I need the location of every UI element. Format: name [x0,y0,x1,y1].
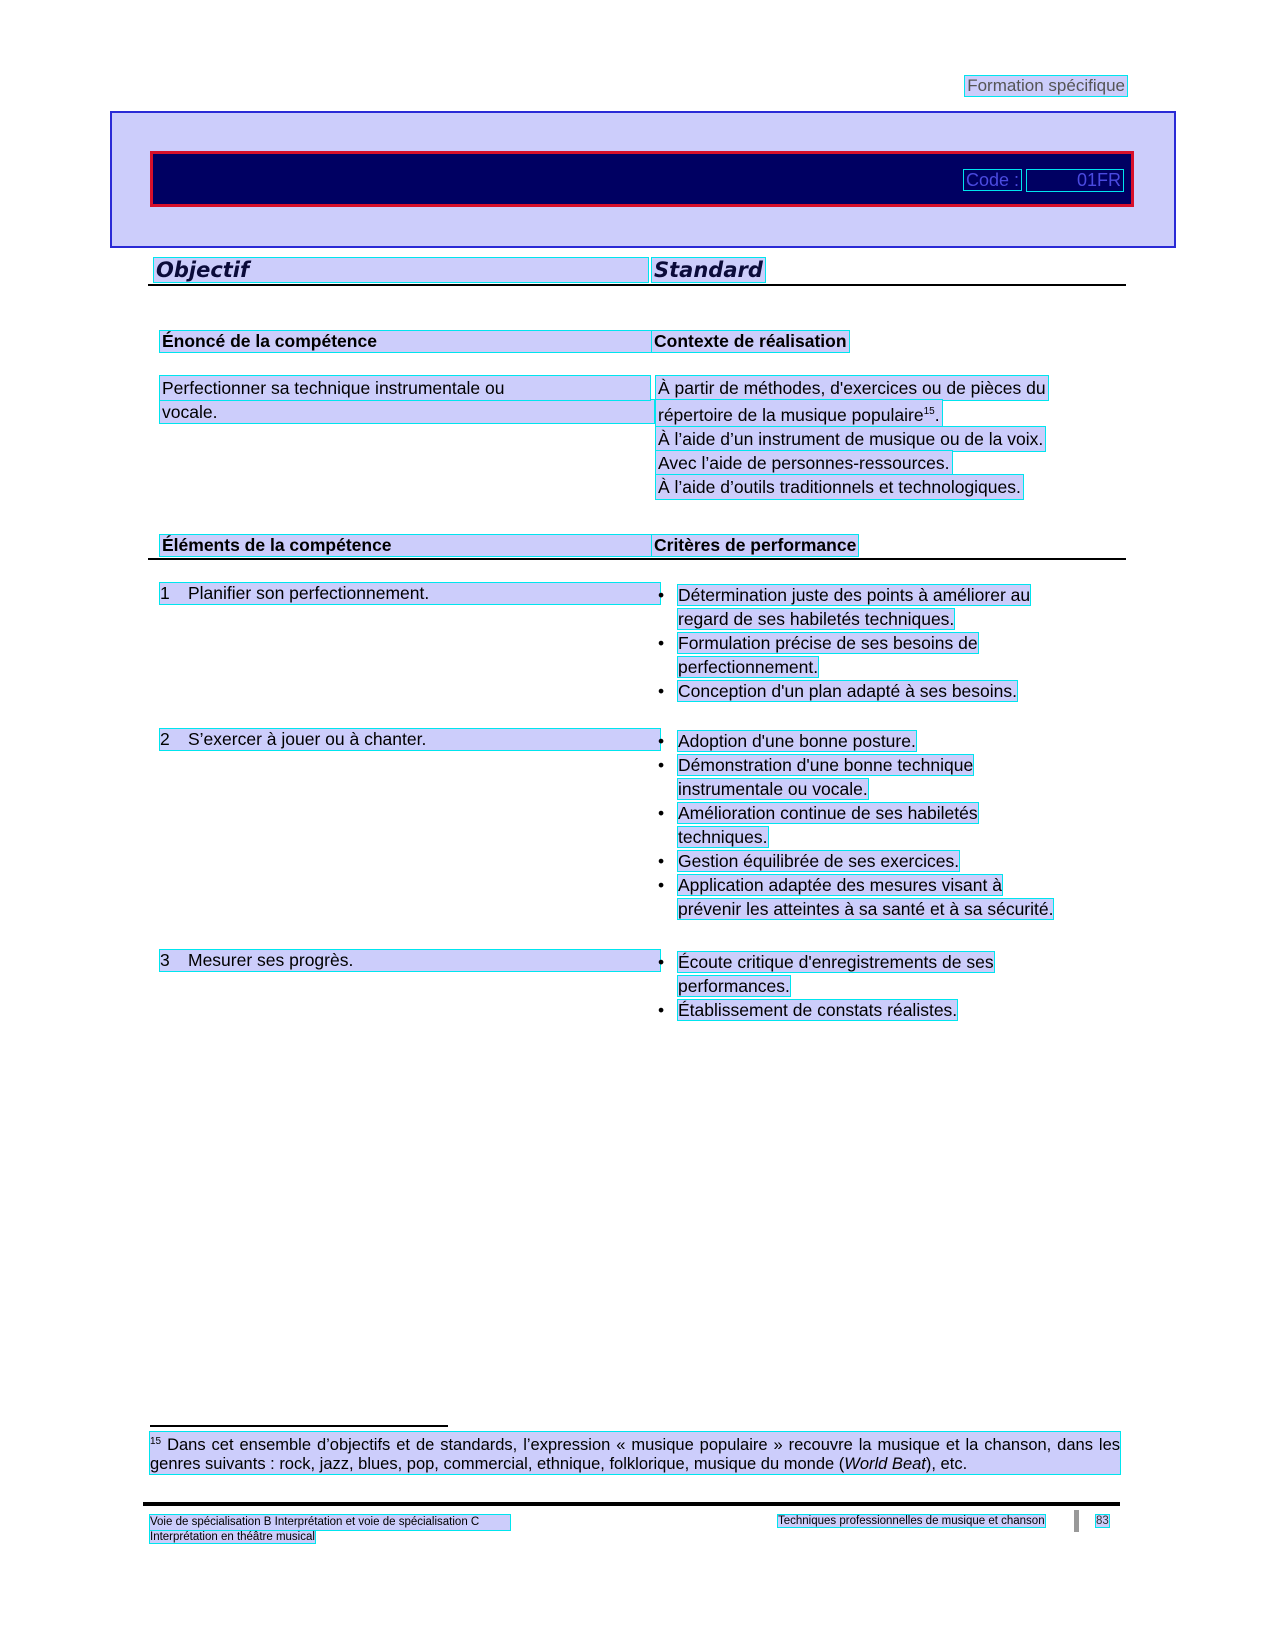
enonce-line: vocale. [162,402,218,422]
contexte-heading: Contexte de réalisation [654,331,847,351]
page-number: 83 [1096,1515,1109,1527]
criterion: • Gestion équilibrée de ses exercices. [656,849,1126,873]
contexte-text [656,376,1116,499]
code-value: 01FR [1027,170,1123,191]
footnote-separator [150,1425,448,1427]
footnote: $^{15}$ Dans cet ensemble d’objectifs et de standards, l’expression « musique populaire » recouvre la musique et la chanson, dans les genres suivants : rock, jazz, blues, pop, commercial, ethnique, folklorique, musique du monde (World Beat), etc. [150,1432,1120,1474]
section-header: Formation spécifique [967,76,1125,95]
contexte-line: répertoire de la musique populaire$^{15}$. [656,400,942,427]
standard-title: Standard [654,258,763,282]
footnote-number: 15 [150,1436,162,1447]
objectif-title: Objectif [154,258,648,282]
code-label: Code : [965,170,1019,190]
contexte-line: À l’aide d’un instrument de musique ou de la voix. [658,429,1044,449]
elements-divider [148,558,1126,560]
elements-heading: Éléments de la compétence [160,535,654,556]
page-marker [1074,1510,1079,1532]
criteres-heading: Critères de performance [654,535,857,555]
criterion: • Amélioration continue de ses habiletés techniques. [656,801,1126,849]
criterion: • Adoption d'une bonne posture. [656,729,1126,753]
criteria-list-1 [656,583,1126,703]
criterion: • Application adaptée des mesures visant à prévenir les atteintes à sa santé et à sa sécurité. [656,873,1126,921]
criterion: • Démonstration d'une bonne technique instrumentale ou vocale. [656,753,1126,801]
footer-title: Techniques professionnelles de musique et chanson [778,1515,1045,1527]
enonce-text [160,376,650,424]
footer-program: Voie de spécialisation B Interprétation et voie de spécialisation C Interprétation en théâtre musical [150,1515,510,1545]
criterion: • Établissement de constats réalistes. [656,998,1126,1022]
criteria-list-2 [656,729,1126,921]
criterion: • Conception d'un plan adapté à ses besoins. [656,679,1126,703]
element-1: 1 Planifier son perfectionnement. [160,583,660,604]
criteria-list-3 [656,950,1126,1022]
enonce-line: Perfectionner sa technique instrumentale ou [160,376,650,400]
contexte-line: À partir de méthodes, d'exercices ou de pièces du [658,378,1046,398]
element-3: 3 Mesurer ses progrès. [160,950,660,971]
footer-rule [143,1502,1120,1506]
title-divider [148,284,1126,286]
enonce-heading: Énoncé de la compétence [160,331,654,352]
element-2: 2 S’exercer à jouer ou à chanter. [160,729,660,750]
criterion: • Écoute critique d'enregistrements de ses performances. [656,950,1126,998]
competency-code [964,170,1123,191]
contexte-line: À l’aide d’outils traditionnels et technologiques. [658,477,1021,497]
criterion: • Détermination juste des points à améliorer au regard de ses habiletés techniques. [656,583,1126,631]
footnote-ref[interactable]: 15 [923,406,935,417]
contexte-line: Avec l’aide de personnes-ressources. [658,453,950,473]
criterion: • Formulation précise de ses besoins de perfectionnement. [656,631,1126,679]
